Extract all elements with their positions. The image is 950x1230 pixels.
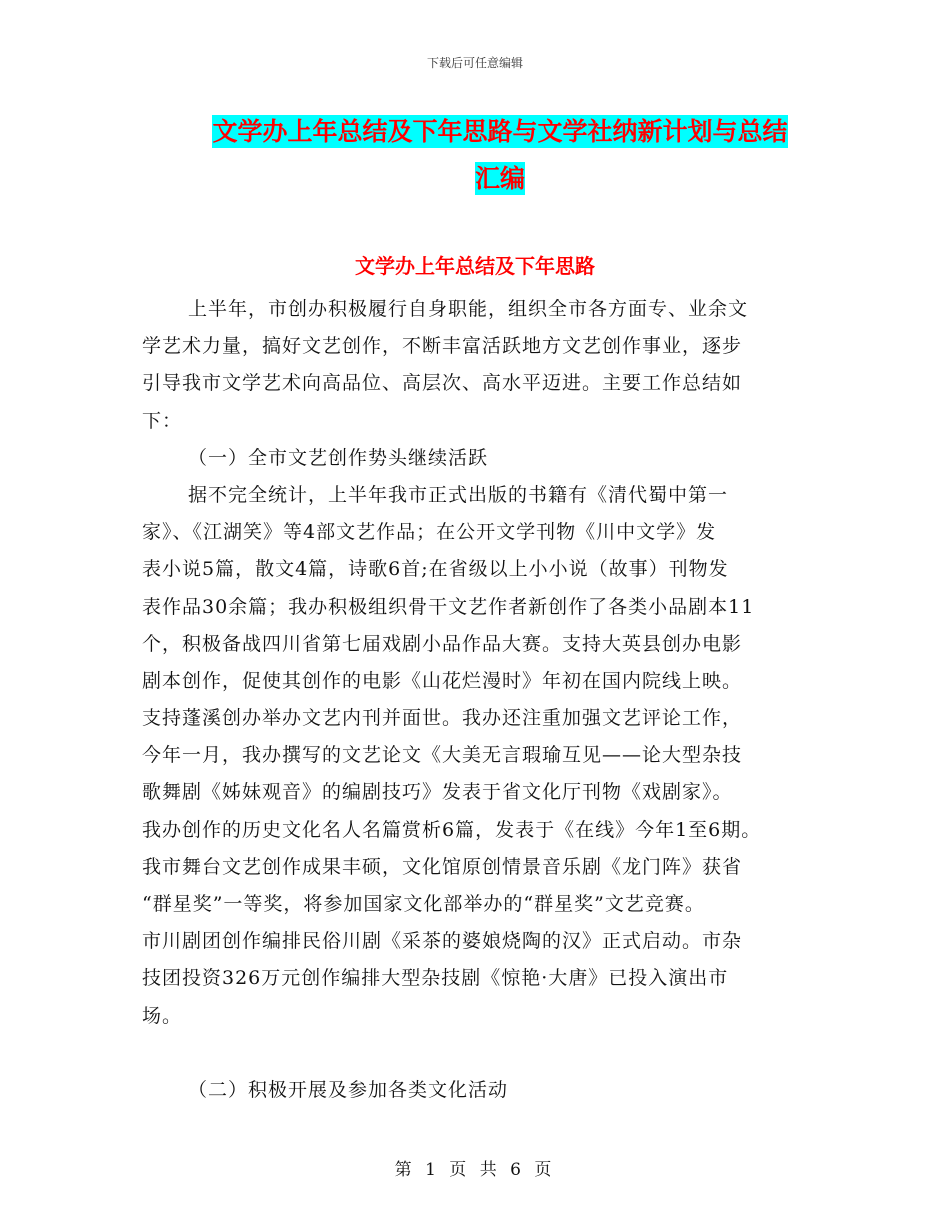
paragraph-line: 市川剧团创作编排民俗川剧《采茶的婆娘烧陶的汉》正式启动。市杂 <box>142 930 743 953</box>
paragraph-line: 场。 <box>142 1004 183 1027</box>
paragraph-line: 我市舞台文艺创作成果丰硕，文化馆原创情景音乐剧《龙门阵》获省 <box>142 855 743 878</box>
header-note: 下载后可任意编辑 <box>426 56 523 70</box>
paragraph-line: 据不完全统计，上半年我市正式出版的书籍有《清代蜀中第一 <box>188 483 729 506</box>
document-title-line-1: 文学办上年总结及下年思路与文学社纳新计划与总结 <box>212 117 788 146</box>
paragraph-line: 技团投资326万元创作编排大型杂技剧《惊艳·大唐》已投入演出市 <box>142 967 729 990</box>
paragraph-line: 歌舞剧《姊妹观音》的编剧技巧》发表于省文化厅刊物《戏剧家》。 <box>142 781 733 804</box>
paragraph-line: 下： <box>142 409 183 432</box>
document-title-line-2: 汇编 <box>474 164 525 193</box>
section-title: 文学办上年总结及下年思路 <box>355 254 595 278</box>
subheading: （二）积极开展及参加各类文化活动 <box>188 1078 509 1101</box>
paragraph-line: 上半年，市创办积极履行自身职能，组织全市各方面专、业余文 <box>188 298 749 320</box>
paragraph-line: 支持蓬溪创办举办文艺内刊并面世。我办还注重加强文艺评论工作， <box>142 707 743 730</box>
paragraph-line: 学艺术力量，搞好文艺创作，不断丰富活跃地方文艺创作事业，逐步 <box>142 335 743 358</box>
paragraph-line: 家》、《江湖笑》等4部文艺作品；在公开文学刊物《川中文学》发 <box>142 521 717 544</box>
paragraph-line: “群星奖”一等奖，将参加国家文化部举办的“群星奖”文艺竞赛。 <box>142 893 705 915</box>
paragraph-line: 剧本创作，促使其创作的电影《山花烂漫时》年初在国内院线上映。 <box>142 669 743 692</box>
paragraph-line: 引导我市文学艺术向高品位、高层次、高水平迈进。主要工作总结如 <box>142 372 743 395</box>
page-footer: 第 1 页 共 6 页 <box>394 1160 556 1180</box>
paragraph-line: 表小说5篇，散文4篇，诗歌6首;在省级以上小小说（故事）刊物发 <box>142 558 729 581</box>
subheading: （一）全市文艺创作势头继续活跃 <box>188 446 489 469</box>
blank-line <box>142 1035 818 1072</box>
body-text <box>142 291 818 1109</box>
paragraph-line: 表作品30余篇；我办积极组织骨干文艺作者新创作了各类小品剧本11 <box>142 595 755 618</box>
document-title <box>190 108 810 202</box>
paragraph-line: 个，积极备战四川省第七届戏剧小品作品大赛。支持大英县创办电影 <box>142 632 743 655</box>
paragraph-line: 我办创作的历史文化名人名篇赏析6篇，发表于《在线》今年1至6期。 <box>142 818 762 841</box>
paragraph-line: 今年一月，我办撰写的文艺论文《大美无言瑕瑜互见——论大型杂技 <box>142 744 743 767</box>
